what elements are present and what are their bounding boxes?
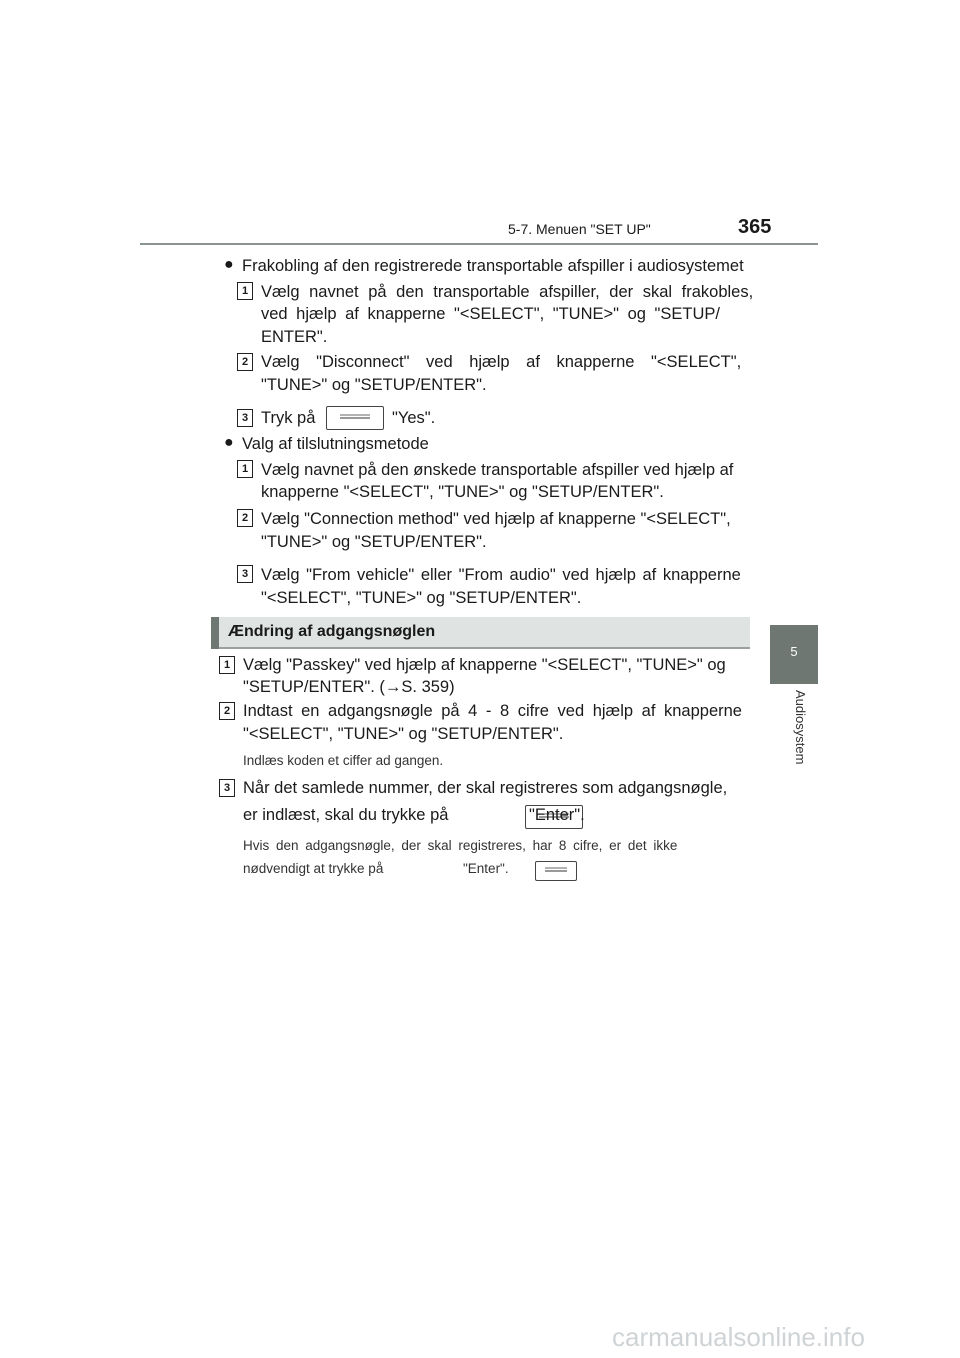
section-title: Ændring af adgangsnøglen xyxy=(228,623,436,640)
step-number: 2 xyxy=(237,509,253,527)
header-rule xyxy=(140,243,818,245)
chapter-tab-label: Audiosystem xyxy=(793,690,808,765)
step-text: Vælg "Passkey" ved hjælp af knapperne "<SELECT", "TUNE>" og xyxy=(243,656,726,674)
step-text: "<SELECT", "TUNE>" og "SETUP/ENTER". xyxy=(243,725,564,743)
block2-title: Valg af tilslutningsmetode xyxy=(242,435,429,453)
step-text: Vælg navnet på den ønskede transportable afspiller ved hjælp af xyxy=(261,461,734,479)
minus-button-icon xyxy=(326,406,384,430)
step-text: knapperne "<SELECT", "TUNE>" og "SETUP/ENTER". xyxy=(261,483,664,501)
step-text: "Yes". xyxy=(392,409,436,427)
step-text: Tryk på xyxy=(261,409,316,427)
step-note: Hvis den adgangsnøgle, der skal registreres, har 8 cifre, er det ikke xyxy=(243,838,678,853)
step-text: ved hjælp af knapperne "<SELECT", "TUNE>" og "SETUP/ xyxy=(261,305,720,323)
step-text: Vælg "Connection method" ved hjælp af knapperne "<SELECT", xyxy=(261,510,731,528)
block1-title: Frakobling af den registrerede transportable afspiller i audiosystemet xyxy=(242,257,744,275)
page-number: 365 xyxy=(738,216,772,238)
watermark: carmanualsonline.info xyxy=(612,1322,865,1352)
step-number: 3 xyxy=(237,565,253,583)
step-text: "SETUP/ENTER". (→S. 359) xyxy=(243,678,455,696)
step-number: 1 xyxy=(219,656,235,674)
step-number: 2 xyxy=(219,702,235,720)
bullet-icon: ● xyxy=(224,434,234,451)
running-header-section: 5-7. Menuen "SET UP" xyxy=(508,221,651,237)
step-note: "Enter". xyxy=(463,861,509,876)
step-text: "Enter". xyxy=(529,806,585,824)
chapter-tab-number: 5 xyxy=(790,644,798,659)
step-text: Vælg "Disconnect" ved hjælp af knapperne "<SELECT", xyxy=(261,353,742,371)
step-number: 2 xyxy=(237,353,253,371)
step-text: Vælg navnet på den transportable afspiller, der skal frakobles, xyxy=(261,283,754,301)
step-text: "TUNE>" og "SETUP/ENTER". xyxy=(261,533,487,551)
step-text: Indtast en adgangsnøgle på 4 - 8 cifre ved hjælp af knapperne xyxy=(243,702,742,720)
step-number: 3 xyxy=(219,779,235,797)
step-number: 1 xyxy=(237,460,253,478)
step-text: Vælg "From vehicle" eller "From audio" ved hjælp af knapperne xyxy=(261,566,741,584)
step-text: "TUNE>" og "SETUP/ENTER". xyxy=(261,376,487,394)
step-note: Indlæs koden et ciffer ad gangen. xyxy=(243,753,444,768)
step-text: Når det samlede nummer, der skal registreres som adgangsnøgle, xyxy=(243,779,728,797)
step-number: 1 xyxy=(237,282,253,300)
section-heading-accent xyxy=(211,617,219,649)
step-text: er indlæst, skal du trykke på xyxy=(243,806,449,824)
step-note: nødvendigt at trykke på xyxy=(243,861,384,876)
enter-button-icon xyxy=(535,861,577,881)
step-text: "<SELECT", "TUNE>" og "SETUP/ENTER". xyxy=(261,589,582,607)
step-text: ENTER". xyxy=(261,328,328,346)
step-number: 3 xyxy=(237,409,253,427)
bullet-icon: ● xyxy=(224,256,234,273)
